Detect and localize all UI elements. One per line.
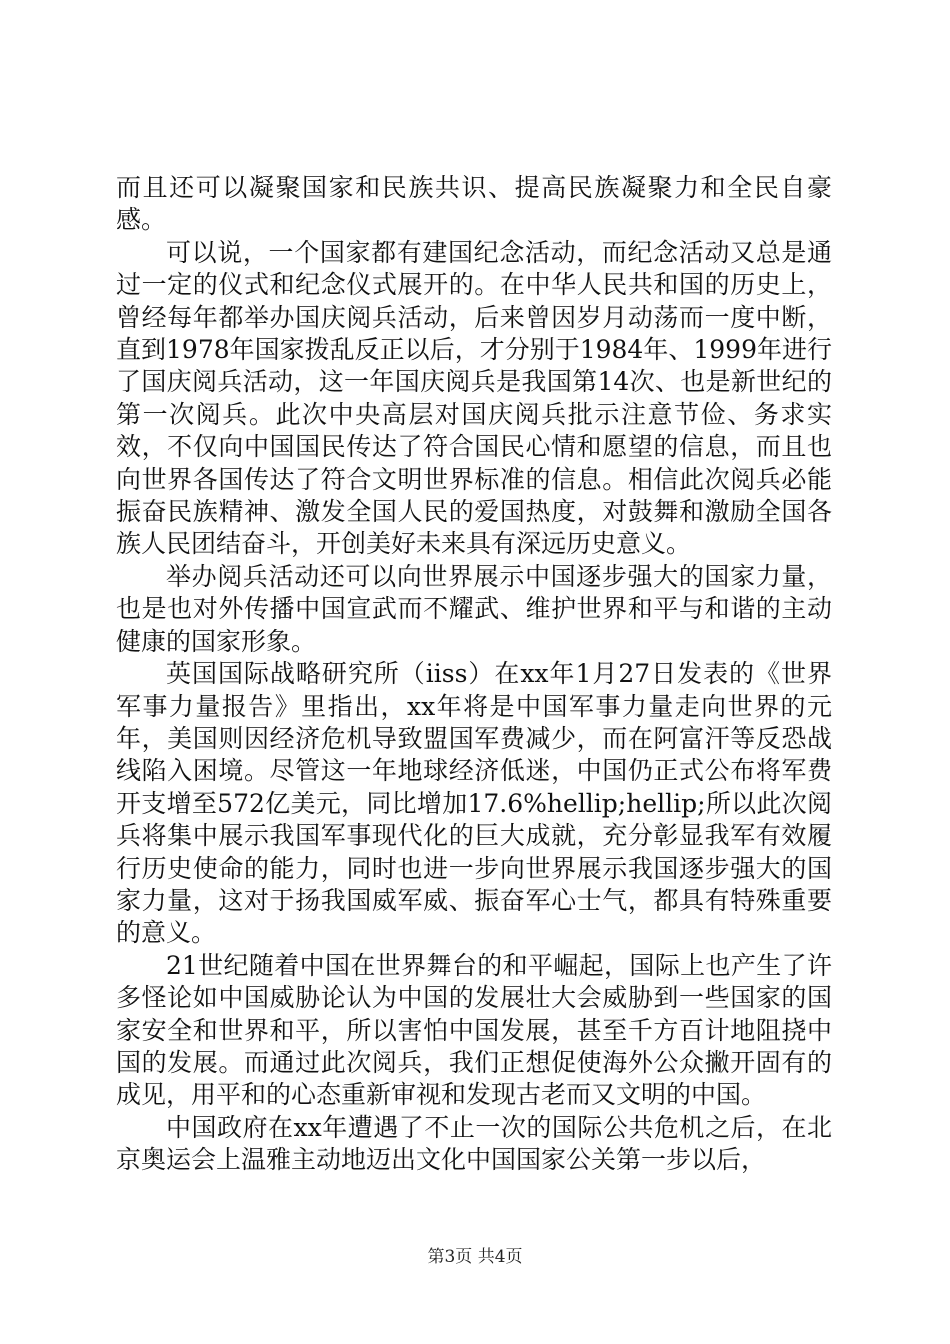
page-footer: 第3页 共4页: [427, 1247, 523, 1267]
paragraph-3: 举办阅兵活动还可以向世界展示中国逐步强大的国家力量，也是也对外传播中国宣武而不耀武、维护世界和平与和谐的主动健康的国家形象。: [116, 561, 832, 656]
paragraph-4: 英国国际战略研究所（iiss）在xx年1月27日发表的《世界军事力量报告》里指出，xx年将是中国军事力量走向世界的元年，美国则因经济危机导致盟国军费减少，而在阿富汗等反恐战线陷入困境。尽管这一年地球经济低迷，中国仍正式公布将军费开支增至572亿美元，同比增加17.6%hellip;hellip;所以此次阅兵将集中展示我国军事现代化的巨大成就，充分彰显我军有效履行历史使命的能力，同时也进一步向世界展示我国逐步强大的国家力量，这对于扬我国威军威、振奋军心士气，都具有特殊重要的意义。: [116, 659, 832, 948]
paragraph-6: 中国政府在xx年遭遇了不止一次的国际公共危机之后，在北京奥运会上温雅主动地迈出文化中国国家公关第一步以后，: [116, 1112, 832, 1175]
paragraph-1: 而且还可以凝聚国家和民族共识、提高民族凝聚力和全民自豪感。: [116, 173, 832, 235]
paragraph-2: 可以说，一个国家都有建国纪念活动，而纪念活动又总是通过一定的仪式和纪念仪式展开的。在中华人民共和国的历史上，曾经每年都举办国庆阅兵活动，后来曾因岁月动荡而一度中断，直到1978年国家拨乱反正以后，才分别于1984年、1999年进行了国庆阅兵活动，这一年国庆阅兵是我国第14次、也是新世纪的第一次阅兵。此次中央高层对国庆阅兵批示注意节俭、务求实效，不仅向中国国民传达了符合国民心情和愿望的信息，而且也向世界各国传达了符合文明世界标准的信息。相信此次阅兵必能振奋民族精神、激发全国人民的爱国热度，对鼓舞和激励全国各族人民团结奋斗，开创美好未来具有深远历史意义。: [116, 237, 832, 559]
document-body: [116, 172, 832, 1177]
paragraph-5: 21世纪随着中国在世界舞台的和平崛起，国际上也产生了许多怪论如中国威胁论认为中国的发展壮大会威胁到一些国家的国家安全和世界和平，所以害怕中国发展，甚至千方百计地阻挠中国的发展。而通过此次阅兵，我们正想促使海外公众撇开固有的成见，用平和的心态重新审视和发现古老而又文明的中国。: [116, 950, 832, 1110]
